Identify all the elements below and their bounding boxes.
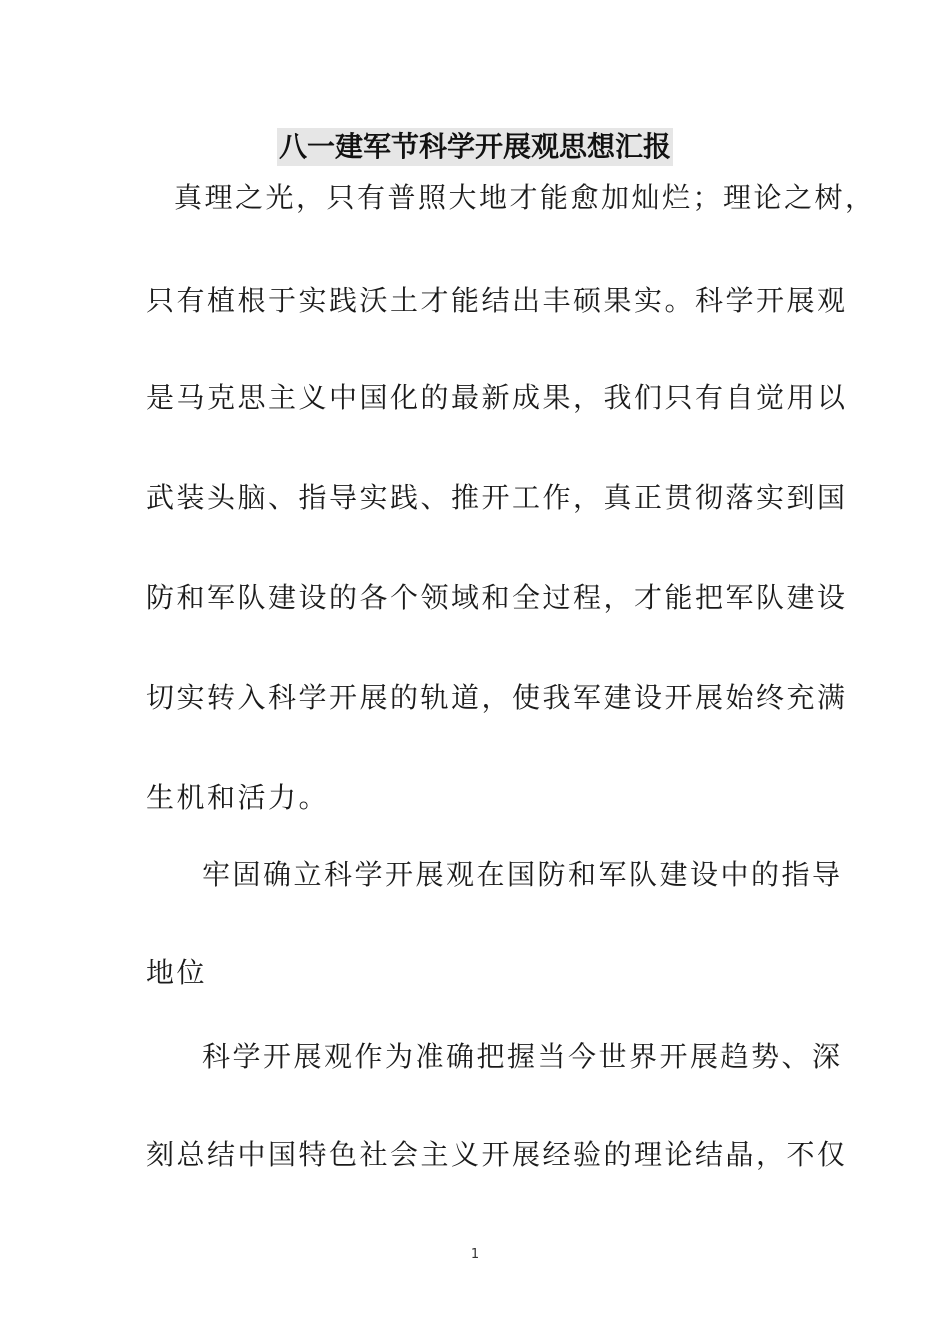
section-heading-line: 牢固确立科学开展观在国防和军队建设中的指导 [202,858,843,891]
paragraph-line: 防和军队建设的各个领域和全过程，才能把军队建设 [146,581,848,614]
paragraph-line: 科学开展观作为准确把握当今世界开展趋势、深 [202,1040,843,1073]
document-title: 八一建军节科学开展观思想汇报 [277,128,673,166]
paragraph-line: 真理之光，只有普照大地才能愈加灿烂；理论之树， [174,181,876,214]
page-number: 1 [470,1247,480,1262]
paragraph-line: 是马克思主义中国化的最新成果，我们只有自觉用以 [146,381,848,414]
paragraph-line: 刻总结中国特色社会主义开展经验的理论结晶，不仅 [146,1138,848,1171]
section-heading-line: 地位 [146,956,208,989]
paragraph-line: 只有植根于实践沃土才能结出丰硕果实。科学开展观 [146,284,848,317]
paragraph-line: 武装头脑、指导实践、推开工作，真正贯彻落实到国 [146,481,848,514]
paragraph-line: 切实转入科学开展的轨道，使我军建设开展始终充满 [146,681,848,714]
title-container [0,128,950,166]
paragraph-line: 生机和活力。 [146,781,330,814]
